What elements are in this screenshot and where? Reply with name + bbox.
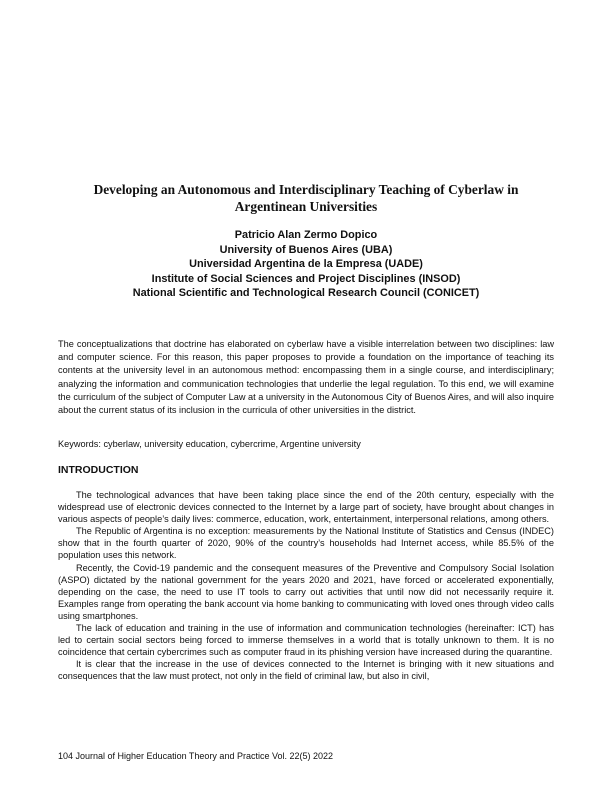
affiliation-uade: Universidad Argentina de la Empresa (UADE)	[189, 258, 423, 271]
keywords: Keywords: cyberlaw, university education, cybercrime, Argentine university	[58, 439, 361, 449]
title-line-1: Developing an Autonomous and Interdisciplinary Teaching of Cyberlaw in	[93, 182, 519, 197]
paragraph: It is clear that the increase in the use of devices connected to the Internet is bringing with it new situations and consequences that the law must protect, not only in the field of criminal law, but also in civil,	[58, 659, 554, 682]
affiliation-uba: University of Buenos Aires (UBA)	[219, 243, 393, 256]
author-block	[60, 228, 552, 301]
paragraph: The lack of education and training in the use of information and communication technologies (hereinafter: ICT) has led to certain social sectors being forced to immerse themselves in a world that is totally unknown to them. It is no coincidence that certain cybercrimes such as computer fraud in its phishing version have increased during the quarantine.	[58, 623, 554, 658]
author-name: Patricio Alan Zermo Dopico	[234, 229, 378, 241]
page-footer: 104 Journal of Higher Education Theory and Practice Vol. 22(5) 2022	[58, 751, 334, 761]
abstract: The conceptualizations that doctrine has elaborated on cyberlaw have a visible interrelation between two disciplines: law and computer science. For this reason, this paper proposes to provide a foundation on the importance of teaching its contents at the university level in an autonomous method: encompassing them in a single course, and interdisciplinary; analyzing the information and communication technologies that underlie the legal regulation. To this end, we will examine the curriculum of the subject of Computer Law at a university in the Autonomous City of Buenos Aires, and will also inquire about the current status of its inclusion in the curricula of other universities in the district.	[58, 339, 554, 416]
affiliation-insod: Institute of Social Sciences and Project Disciplines (INSOD)	[151, 272, 461, 285]
section-heading-introduction: INTRODUCTION	[58, 464, 139, 476]
title-line-2: Argentinean Universities	[234, 199, 378, 214]
paragraph: The technological advances that have been taking place since the end of the 20th century, especially with the widespread use of electronic devices connected to the Internet by a large part of society, have brought about changes in various aspects of people’s daily lives: commerce, education, work, entertainment, interpersonal relations, among others.	[58, 490, 554, 525]
introduction-body	[58, 489, 554, 683]
paper-title	[60, 181, 552, 215]
paragraph: Recently, the Covid-19 pandemic and the consequent measures of the Preventive and Compulsory Social Isolation (ASPO) dictated by the national government for the years 2020 and 2021, have forced or accelerated exponentially, depending on the case, the need to use IT tools to carry out activities that until now did not necessarily require it. Examples range from operating the bank account via home banking to communicating with loved ones through video calls using smartphones.	[58, 562, 554, 621]
paragraph: The Republic of Argentina is no exception: measurements by the National Institute of Statistics and Census (INDEC) show that in the fourth quarter of 2020, 90% of the country’s households had Internet access, while 85.5% of the population uses this network.	[58, 526, 554, 561]
affiliation-conicet: National Scientific and Technological Research Council (CONICET)	[132, 287, 480, 300]
